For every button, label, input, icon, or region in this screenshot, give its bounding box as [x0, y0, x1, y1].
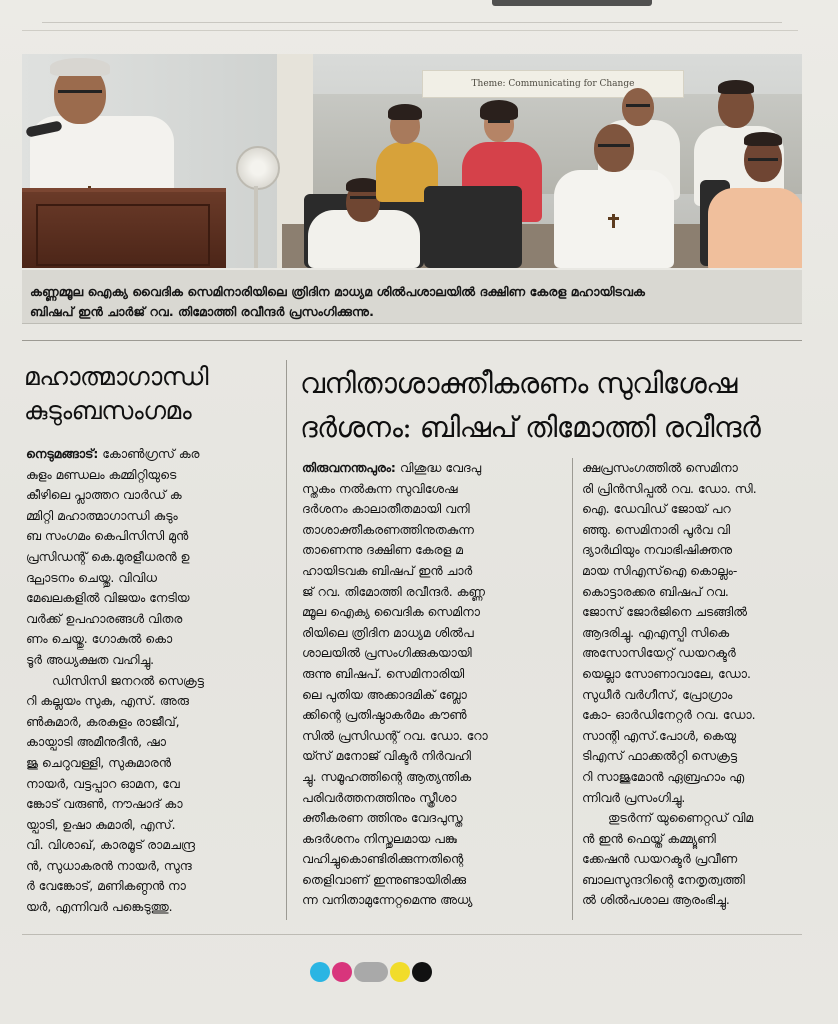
registration-mark-cyan — [310, 962, 330, 982]
section-divider — [22, 340, 802, 341]
main-article-column-2: ക്ഷപ്രസംഗത്തിൽ സെമിനാ രി പ്രിൻസിപ്പൽ റവ. ഡോ. സി. ഐ. ഡേവിഡ് ജോയ് പറ ഞ്ഞു. സെമിനാരി പൂർവ വി ദ്യാർഥിയും നവാഭിഷിക്തനു മായ സിഎസ്ഐ കൊല്ലം- കൊട്ടാരക്കര ബിഷപ് റവ. ജോസ് ജോർജിനെ ചടങ്ങിൽ ആദരിച്ചു. എഎസ്പി സികെ അസോസിയേറ്റ് ഡയറക്ടർ യെല്ലാ സോണാവാലേ, ഡോ. സുധീർ വർഗീസ്, പ്രോഗ്രാം കോ- ഓർഡിനേറ്റർ റവ. ഡോ. സാന്റി എസ്.പോൾ, കെയു ടിഎസ് ഫാക്കൽറ്റി സെക്രട്ട റി സാജുമോൻ ഏബ്രഹാം എ ന്നിവർ പ്രസംഗിച്ചു. തുടർന്ന് യുണൈറ്റഡ് വിമ ൻ ഇൻ ഫെയ്ത് കമ്മ്യൂണി ക്കേഷൻ ഡയറക്ടർ പ്രവീണ ബാലസുന്ദറിന്റെ നേതൃത്വത്തി ൽ ശിൽപശാല ആരംഭിച്ചു. — [582, 460, 757, 908]
photo-caption: കണ്ണമ്മൂല ഐക്യ വൈദിക സെമിനാരിയിലെ ത്രിദിന മാധ്യമ ശിൽപശാലയിൽ ദക്ഷിണ കേരള മഹായിടവക ബിഷപ് ഇൻ ചാർജ് റവ. തിമോത്തി രവീന്ദർ പ്രസംഗിക്കുന്നു. — [22, 270, 802, 324]
empty-chair — [424, 186, 522, 268]
column-divider-left — [286, 360, 287, 920]
top-divider — [42, 22, 782, 23]
column-divider-main — [572, 458, 573, 920]
main-dateline: തിരുവനന്തപുരം: — [302, 460, 396, 475]
stage-banner: Theme: Communicating for Change — [422, 70, 684, 98]
bottom-divider — [22, 934, 802, 935]
left-dateline: നെടുമങ്ങാട്: — [26, 446, 99, 461]
left-headline: മഹാത്മാഗാന്ധി കുടുംബസംഗമം — [24, 362, 209, 425]
color-registration-marks — [310, 961, 434, 983]
main-headline: വനിതാശാക്തീകരണം സുവിശേഷ ദർശനം: ബിഷപ് തിമോത്തി രവീന്ദർ — [300, 367, 761, 444]
registration-mark-gray — [354, 962, 388, 982]
previous-article-edge — [22, 0, 798, 31]
news-photo — [22, 54, 802, 268]
main-article-column-1: തിരുവനന്തപുരം: വിശുദ്ധ വേദപു സ്തകം നൽകുന്ന സുവിശേഷ ദർശനം കാലാതീതമായി വനി താശാക്തീകരണത്തിനുതകുന്ന താണെന്നു ദക്ഷിണ കേരള മ ഹായിടവക ബിഷപ് ഇൻ ചാർ ജ് റവ. തിമോത്തി രവീന്ദർ. കണ്ണ മ്മൂല ഐക്യ വൈദിക സെമിനാ രിയിലെ ത്രിദിന മാധ്യമ ശിൽപ ശാലയിൽ പ്രസംഗിക്കുകയായി രുന്നു ബിഷപ്. സെമിനാരിയി ലെ പുതിയ അക്കാദമിക് ബ്ലോ ക്കിന്റെ പ്രതിഷ്ഠാകർമം കൗൺ സിൽ പ്രസിഡന്റ് റവ. ഡോ. റോ യ്സ് മനോജ് വിക്ടർ നിർവഹി ച്ചു. സമൂഹത്തിന്റെ ആത്യന്തിക പരിവർത്തനത്തിനും സ്ത്രീശാ ക്തീകരണ ത്തിനും വേദപുസ്ത കദർശനം നിസ്തുലമായ പങ്കു വഹിച്ചുകൊണ്ടിരിക്കുന്നതിന്റെ തെളിവാണ് ഇന്നുണ്ടായിരിക്കു ന്ന വനിതാമുന്നേറ്റമെന്നു അധ്യ — [302, 460, 488, 908]
registration-mark-black — [412, 962, 432, 982]
fan-icon — [236, 146, 280, 190]
registration-mark-magenta — [332, 962, 352, 982]
top-edge-mark — [492, 0, 652, 6]
left-article-body: നെടുമങ്ങാട്: കോൺഗ്രസ് കര കുളം മണ്ഡലം കമ്മിറ്റിയുടെ കീഴിലെ പ്ലാത്തറ വാർഡ് ക മ്മിറ്റി മഹാത്മാഗാന്ധി കുടും ബ സംഗമം കെപിസിസി മുൻ പ്രസിഡന്റ് കെ.മുരളീധരൻ ഉ ദ്ഘാടനം ചെയ്തു. വിവിധ മേഖലകളിൽ വിജയം നേടിയ വർക്ക് ഉപഹാരങ്ങൾ വിതര ണം ചെയ്തു. ഗോകുൽ കൊ ടൂർ അധ്യക്ഷത വഹിച്ചു. ഡിസിസി ജനറൽ സെക്രട്ട റി കല്ലയം സുകു, എസ്. അരു ൺകുമാർ, കരകുളം രാജീവ്, കായ്പാടി അമീനുദീൻ, ഷാ ജു ചെറുവള്ളി, സുകുമാരൻ നായർ, വട്ടപ്പാറ ഓമന, വേ ങ്കോട് വരുൺ, നൗഷാദ് കാ യ്പാടി, ഉഷാ കുമാരി, എസ്. വി. വിശാഖ്, കാരമൂട് രാമചന്ദ്ര ൻ, സുധാകരൻ നായർ, സുന്ദ ർ വേങ്കോട്, മണികണ്ഠൻ നാ യർ, എന്നിവർ പങ്കെടുത്തു. — [26, 446, 204, 915]
registration-mark-yellow — [390, 962, 410, 982]
